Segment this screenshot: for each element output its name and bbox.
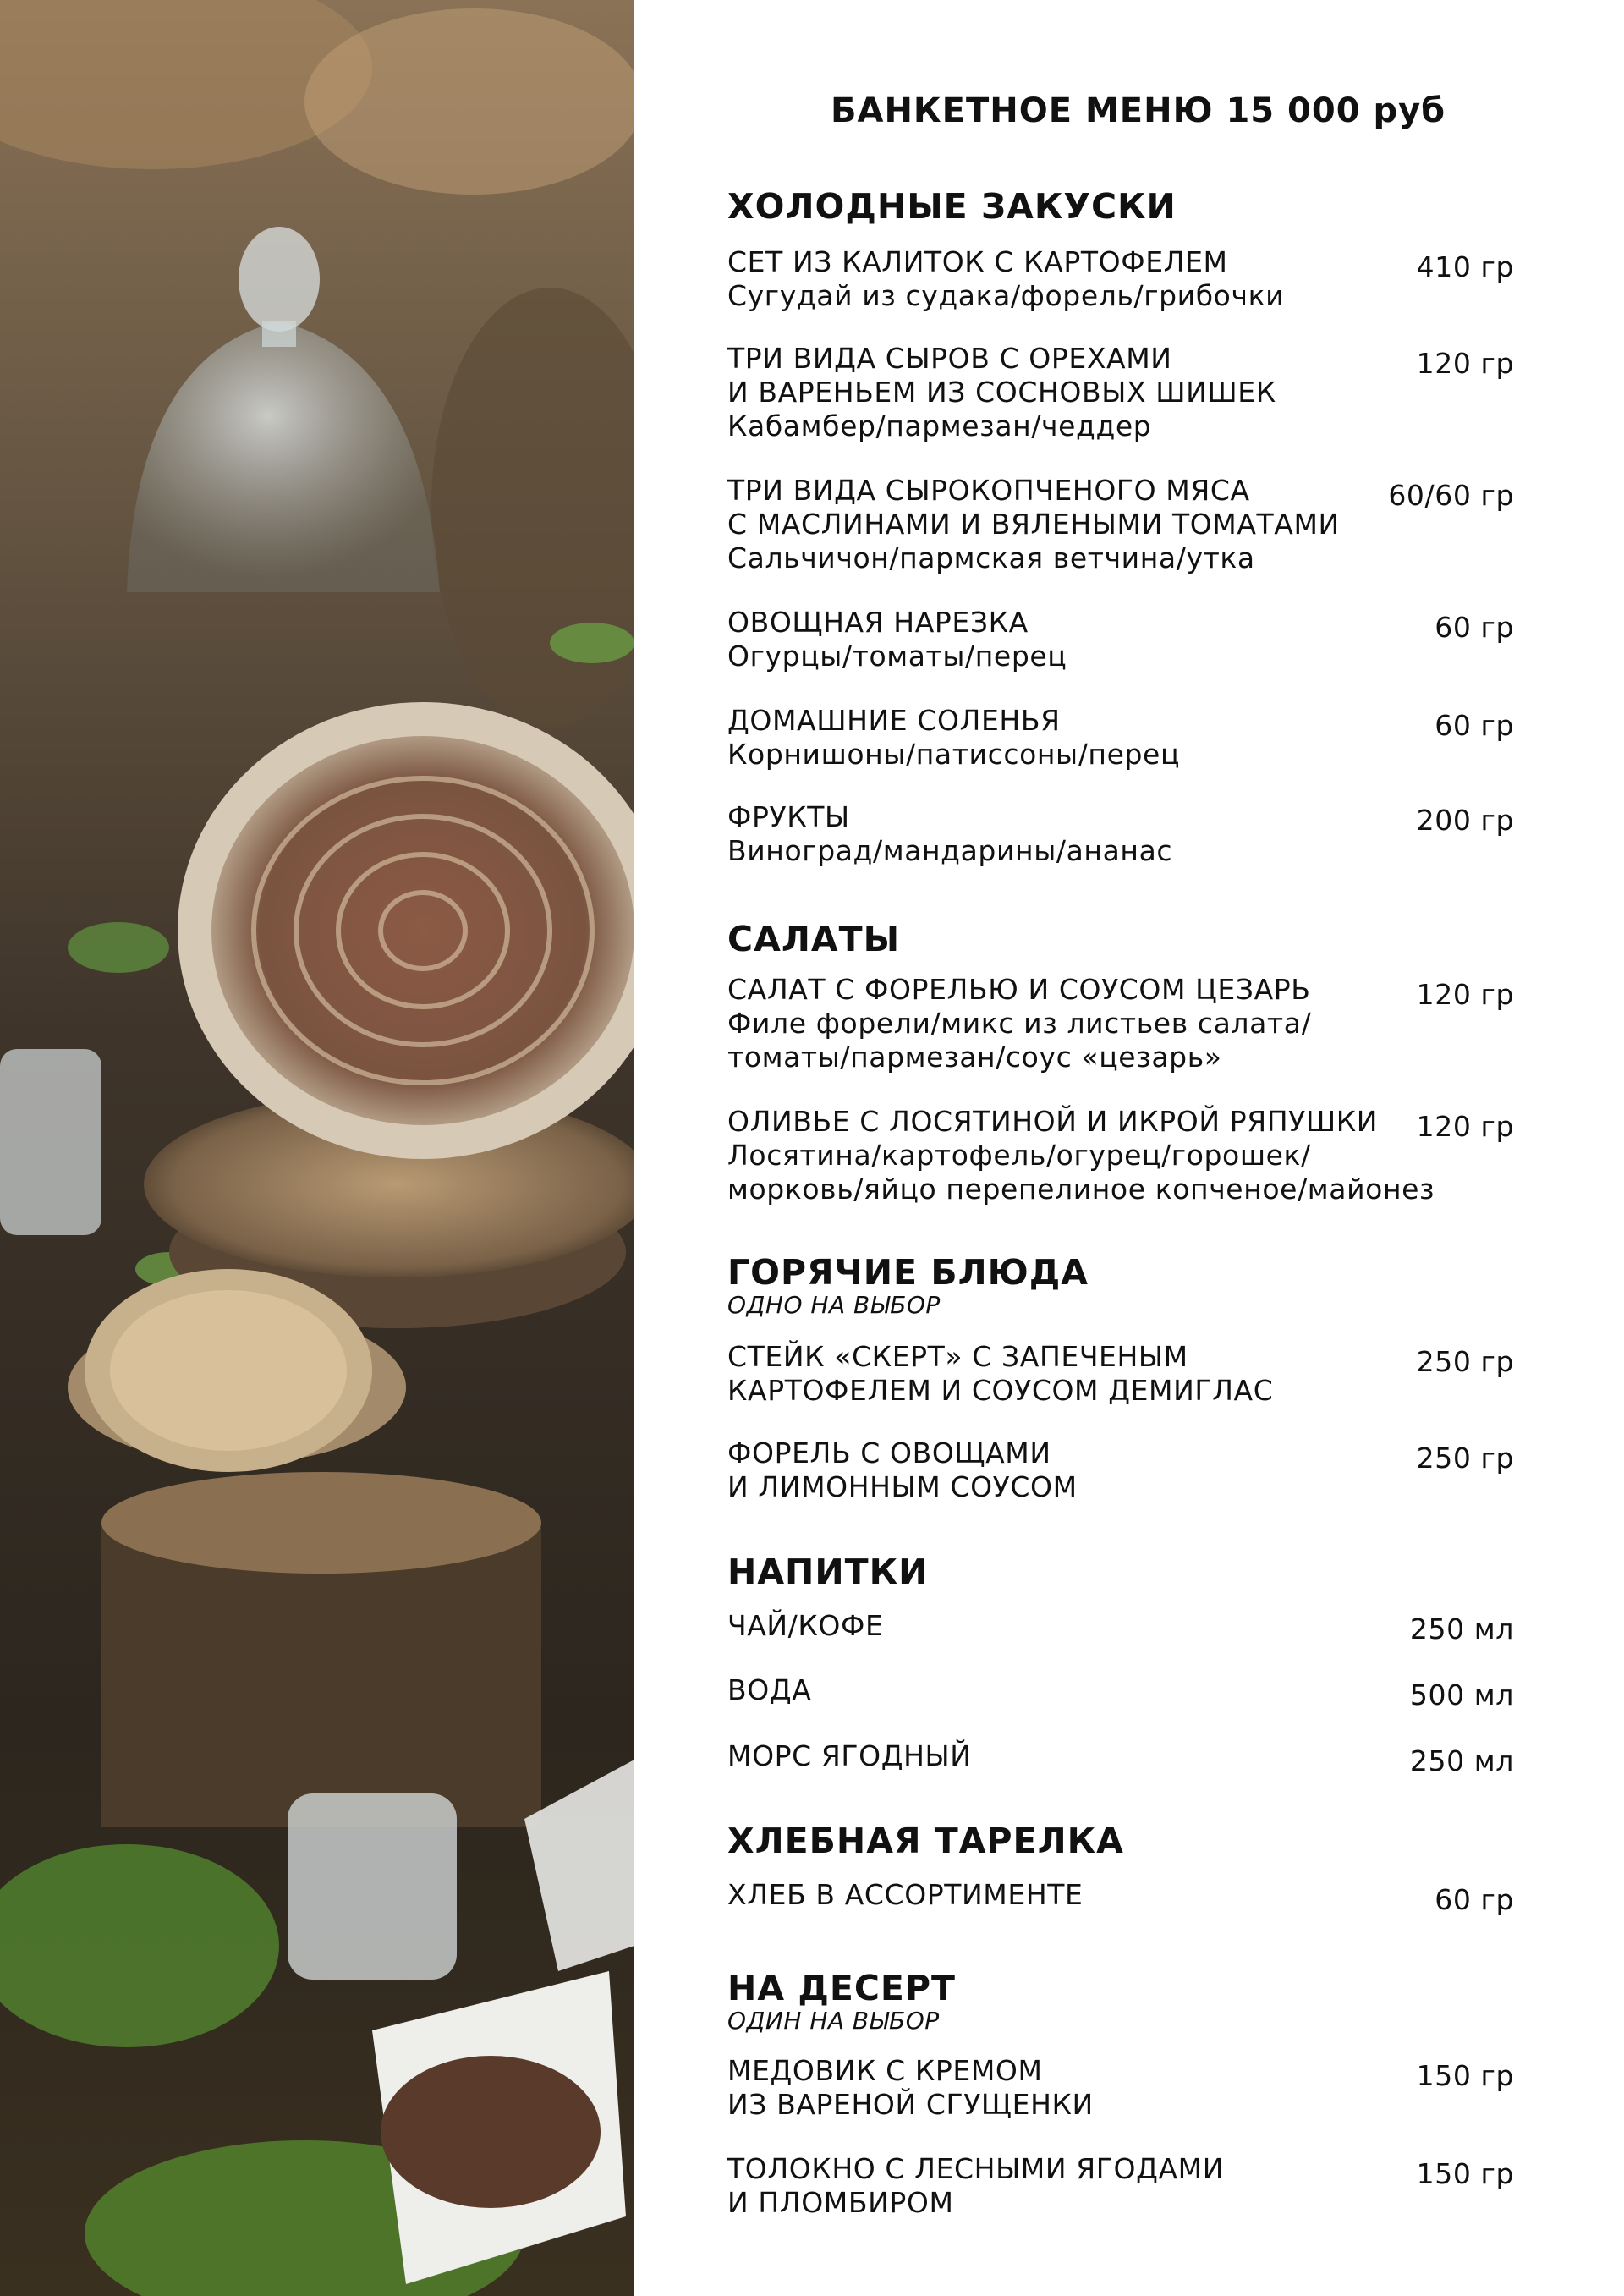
menu-item [727,1340,1273,1408]
item-name: ТРИ ВИДА СЫРОКОПЧЕНОГО МЯСА [727,474,1250,507]
item-name: ОВОЩНАЯ НАРЕЗКА [727,606,1029,639]
item-name: МОРС ЯГОДНЫЙ [727,1739,972,1772]
menu-item [727,1105,1435,1206]
item-description: Филе форели/микс из листьев салата/ [727,1007,1312,1040]
item-name: С МАСЛИНАМИ И ВЯЛЕНЫМИ ТОМАТАМИ [727,508,1340,541]
item-name: ДОМАШНИЕ СОЛЕНЬЯ [727,704,1061,737]
item-description: Лосятина/картофель/огурец/горошек/ [727,1139,1311,1172]
food-photo [0,0,634,2296]
item-name: ОЛИВЬЕ С ЛОСЯТИНОЙ И ИКРОЙ РЯПУШКИ [727,1105,1379,1138]
item-weight: 250 мл [1409,1744,1514,1777]
item-weight: 150 гр [1416,2157,1514,2190]
item-weight: 120 гр [1416,1110,1514,1143]
item-name: ХЛЕБ В АССОРТИМЕНТЕ [727,1878,1084,1911]
section-subtitle: ОДИН НА ВЫБОР [727,2007,940,2035]
menu-item [727,2054,1094,2122]
item-description: томаты/пармезан/соус «цезарь» [727,1041,1222,1074]
section-title-bread-plate: ХЛЕБНАЯ ТАРЕЛКА [727,1821,1124,1861]
item-description: Огурцы/томаты/перец [727,640,1067,673]
item-weight: 60/60 гр [1388,479,1514,512]
menu-item [727,800,1172,868]
section-title-salads: САЛАТЫ [727,919,901,959]
section-title-dessert: НА ДЕСЕРТ [727,1968,956,2008]
item-description: Кабамбер/пармезан/чеддер [727,409,1152,442]
item-name: СЕТ ИЗ КАЛИТОК С КАРТОФЕЛЕМ [727,245,1228,278]
item-name: И ПЛОМБИРОМ [727,2186,954,2219]
item-weight: 410 гр [1416,250,1514,283]
menu-item [727,1436,1078,1504]
item-name: И ВАРЕНЬЕМ ИЗ СОСНОВЫХ ШИШЕК [727,376,1276,409]
menu-item [727,704,1180,772]
item-name: САЛАТ С ФОРЕЛЬЮ И СОУСОМ ЦЕЗАРЬ [727,973,1311,1006]
item-description: Сальчичон/пармская ветчина/утка [727,541,1255,574]
item-weight: 120 гр [1416,978,1514,1011]
item-weight: 250 гр [1416,1442,1514,1475]
item-name: ИЗ ВАРЕНОЙ СГУЩЕНКИ [727,2088,1094,2121]
item-weight: 60 гр [1435,709,1514,742]
menu-item [727,2152,1224,2220]
item-description: Виноград/мандарины/ананас [727,834,1173,867]
menu-item [727,342,1276,443]
item-name: ЧАЙ/КОФЕ [727,1609,884,1642]
section-title-drinks: НАПИТКИ [727,1552,929,1592]
menu-item [727,606,1067,673]
item-name: ТРИ ВИДА СЫРОВ С ОРЕХАМИ [727,342,1172,375]
section-title-cold-appetizers: ХОЛОДНЫЕ ЗАКУСКИ [727,186,1177,227]
menu-title: БАНКЕТНОЕ МЕНЮ 15 000 руб [831,91,1446,130]
menu-panel [634,0,1624,2296]
item-name: ФОРЕЛЬ С ОВОЩАМИ [727,1436,1051,1469]
item-weight: 120 гр [1416,347,1514,380]
section-subtitle: ОДНО НА ВЫБОР [727,1291,941,1319]
item-description: Сугудай из судака/форель/грибочки [727,279,1285,312]
item-weight: 60 гр [1435,611,1514,644]
menu-item [727,973,1311,1074]
menu-item [727,474,1340,575]
item-name: МЕДОВИК С КРЕМОМ [727,2054,1043,2087]
item-weight: 500 мл [1409,1678,1514,1711]
menu-item [727,245,1284,313]
item-weight: 60 гр [1435,1883,1514,1916]
item-name: И ЛИМОННЫМ СОУСОМ [727,1470,1078,1503]
item-name: ТОЛОКНО С ЛЕСНЫМИ ЯГОДАМИ [727,2152,1224,2185]
item-weight: 250 гр [1416,1345,1514,1378]
item-weight: 150 гр [1416,2059,1514,2092]
item-weight: 200 гр [1416,804,1514,837]
item-name: КАРТОФЕЛЕМ И СОУСОМ ДЕМИГЛАС [727,1374,1274,1407]
item-name: ФРУКТЫ [727,800,850,833]
item-weight: 250 мл [1409,1612,1514,1645]
section-title-hot-dishes: ГОРЯЧИЕ БЛЮДА [727,1252,1089,1293]
item-name: СТЕЙК «СКЕРТ» С ЗАПЕЧЕНЫМ [727,1340,1188,1373]
item-description: Корнишоны/патиссоны/перец [727,738,1181,771]
item-description: морковь/яйцо перепелиное копченое/майонез [727,1173,1435,1206]
item-name: ВОДА [727,1673,812,1706]
